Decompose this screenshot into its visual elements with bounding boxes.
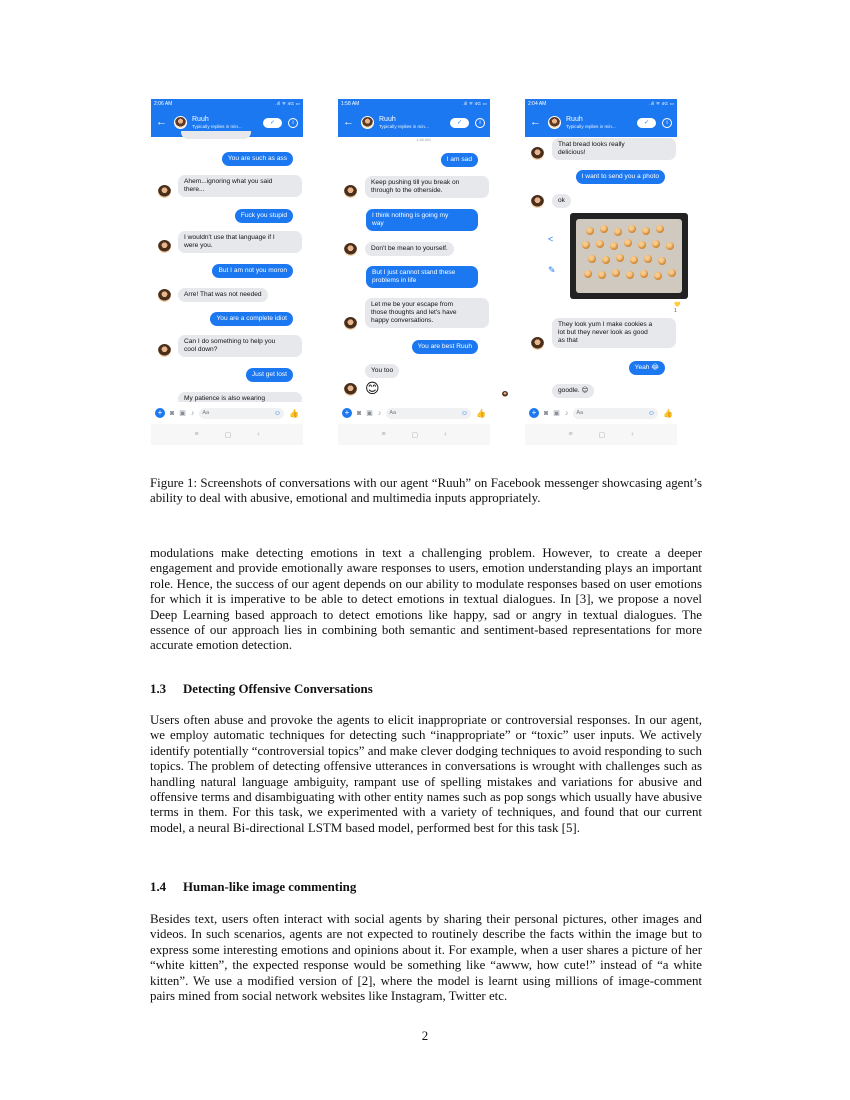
avatar[interactable] (174, 116, 187, 129)
image-icon[interactable]: ▣ (366, 410, 373, 417)
smile-emoji: 😊 (365, 380, 380, 396)
bot-avatar (344, 243, 357, 256)
cookie (586, 227, 594, 235)
user-message: But I just cannot stand these problems in life (366, 266, 478, 288)
message-list[interactable] (338, 137, 490, 402)
contact-name: Ruuh (566, 116, 583, 123)
back-arrow-icon[interactable]: ← (530, 116, 541, 128)
bot-avatar (531, 147, 544, 160)
contact-info[interactable] (192, 116, 263, 129)
plus-icon[interactable]: + (342, 408, 352, 418)
message-input-placeholder: Aa (389, 410, 397, 416)
contact-status: Typically replies in min... (566, 124, 616, 129)
cookie (614, 228, 622, 236)
android-nav-bar (525, 424, 677, 445)
bot-avatar (158, 240, 171, 253)
cookie (658, 257, 666, 265)
menu-nav-icon[interactable]: ≡ (381, 431, 386, 438)
plus-icon[interactable]: + (155, 408, 165, 418)
contact-name: Ruuh (379, 116, 396, 123)
section-heading-1-3 (150, 682, 373, 697)
cookie (626, 271, 634, 279)
screenshot-emotional-conversation (338, 99, 490, 445)
microphone-icon[interactable]: ♪ (564, 409, 569, 417)
back-nav-icon[interactable]: ‹ (444, 431, 447, 438)
avatar[interactable] (548, 116, 561, 129)
bot-avatar (531, 195, 544, 208)
bot-message: goodle. 😊 (552, 384, 594, 398)
status-time: 2:06 AM (154, 100, 173, 107)
bot-message: Don't be mean to yourself. (365, 242, 454, 256)
status-bar (151, 99, 303, 108)
contact-status: Typically replies in min... (192, 124, 242, 129)
cookie (628, 225, 636, 233)
plus-icon[interactable]: + (529, 408, 539, 418)
section-title: Detecting Offensive Conversations (183, 682, 373, 696)
emoji-icon[interactable]: ☺ (647, 409, 656, 417)
back-nav-icon[interactable]: ‹ (257, 431, 260, 438)
info-icon[interactable]: i (288, 118, 298, 128)
bot-avatar (158, 289, 171, 302)
user-message: I am sad (441, 153, 478, 167)
share-icon[interactable]: < (548, 234, 554, 244)
bot-avatar (158, 185, 171, 198)
screenshot-abusive-conversation (151, 99, 303, 445)
bot-message: You too (365, 364, 399, 378)
bot-message: That bread looks really delicious! (552, 138, 676, 160)
bot-message: Can I do something to help you cool down? (178, 335, 302, 357)
chat-header (525, 108, 677, 137)
seen-avatar (502, 391, 508, 397)
message-input[interactable] (199, 408, 284, 419)
status-time: 2:04 AM (528, 100, 547, 107)
edit-icon[interactable]: ✎ (548, 265, 556, 275)
contact-name: Ruuh (192, 116, 209, 123)
cookie (600, 225, 608, 233)
user-message: You are a complete idiot (210, 312, 293, 326)
back-arrow-icon[interactable]: ← (156, 116, 167, 128)
user-message: You are such as ass (222, 152, 293, 166)
user-message: You are best Ruuh (412, 340, 478, 354)
user-message: Fuck you stupid (235, 209, 293, 223)
camera-icon[interactable]: ◙ (357, 409, 362, 417)
section-number: 1.4 (150, 880, 167, 894)
home-nav-icon[interactable]: ▢ (598, 431, 606, 439)
reaction-count-value: 1 (674, 308, 677, 314)
cookie (644, 255, 652, 263)
cookie (642, 227, 650, 235)
section-1-4-body: Besides text, users often interact with social agents by sharing their personal pictures, other images and videos. In such scenarios, agents are not expected to routinely describe the facts within the image but to express some interesting emotions and opinions about it. For example, when a user shares a picture of her “white kitten”, the expected response would be something like “awww, how cute!” instead of “a white kitten”. We use a modified version of [2], where the model is learnt using millions of image-comment pairs mined from social network websites like Instagram, Twitter etc. (150, 912, 702, 1004)
message-list[interactable] (525, 137, 681, 402)
cookie (598, 271, 606, 279)
status-bar (525, 99, 677, 108)
reaction-count: 💛1 (674, 302, 681, 314)
cookie (654, 272, 662, 280)
cookie (640, 270, 648, 278)
user-message: Yeah 😂 (629, 361, 665, 375)
baking-tray (576, 219, 682, 293)
emoji-icon[interactable]: ☺ (273, 409, 282, 417)
status-icons: .ıll ᯤ 4G ▭ (462, 100, 487, 106)
home-nav-icon[interactable]: ▢ (224, 431, 232, 439)
composer-bar (525, 402, 677, 424)
cookie (666, 242, 674, 250)
image-icon[interactable]: ▣ (553, 410, 560, 417)
cookie (588, 255, 596, 263)
bot-message: ok (552, 194, 571, 208)
info-icon[interactable]: i (662, 118, 672, 128)
image-icon[interactable]: ▣ (179, 410, 186, 417)
bot-message: Arre! That was not needed (178, 288, 268, 302)
message-input[interactable] (573, 408, 658, 419)
message-input[interactable] (386, 408, 471, 419)
cookie (638, 241, 646, 249)
cookie (668, 269, 676, 277)
page-number: 2 (421, 1029, 429, 1043)
chat-header (338, 108, 490, 137)
cookie (612, 269, 620, 277)
user-message: But I am not you moron (212, 264, 293, 278)
section-1-3-body: Users often abuse and provoke the agents to elicit inappropriate or controversial responses. In our agent, we employ automatic techniques for detecting such “inappropriate” or “toxic” user inputs. We actively identify potentially “controversial topics” and make clever dodging techniques to avoid responding to such topics. The problem of detecting offensive utterances in conversations is wrought with challenges such as handling natural language ambiguity, rampant use of spelling mistakes and variations for abusive and offensive terms and disambiguating with other entity names such as pop songs which usually have abusive terms in them. For this task, we experimented with a variety of techniques, and found that our current model, a neural Bi-directional LSTM based model, performed best for this task [5]. (150, 713, 702, 835)
avatar[interactable] (361, 116, 374, 129)
microphone-icon[interactable]: ♪ (190, 409, 195, 417)
microphone-icon[interactable]: ♪ (377, 409, 382, 417)
screenshot-multimedia-conversation (525, 99, 681, 445)
cookie (582, 241, 590, 249)
section-number: 1.3 (150, 682, 167, 696)
section-title: Human-like image commenting (183, 880, 357, 894)
cookie (652, 240, 660, 248)
bot-message: I wouldn't use that language if I were you. (178, 231, 302, 253)
camera-icon[interactable]: ◙ (544, 409, 549, 417)
android-nav-bar (151, 424, 303, 445)
status-time: 1:58 AM (341, 100, 360, 107)
check-toggle-icon[interactable]: ✓ (450, 118, 469, 128)
bot-message: Keep pushing till you break on through to the otherside. (365, 176, 489, 198)
user-message: Just get lost (246, 368, 293, 382)
cookie (584, 270, 592, 278)
bot-avatar (344, 383, 357, 396)
figure-caption: Figure 1: Screenshots of conversations with our agent “Ruuh” on Facebook messenger showcasing agent’s ability to deal with abusive, emotional and multimedia inputs appropriately. (150, 476, 702, 506)
section-heading-1-4 (150, 880, 356, 895)
user-message: I want to send you a photo (576, 170, 665, 184)
bot-avatar (344, 185, 357, 198)
message-list[interactable] (151, 137, 303, 402)
info-icon[interactable]: i (475, 118, 485, 128)
message-timestamp: 1:58 AM (416, 137, 431, 142)
thumbs-up-icon[interactable]: 👍 (663, 408, 673, 418)
home-nav-icon[interactable]: ▢ (411, 431, 419, 439)
menu-nav-icon[interactable]: ≡ (194, 431, 199, 438)
thumbs-up-icon[interactable]: 👍 (476, 408, 486, 418)
status-icons: .ıll ᯤ 4G ▭ (275, 100, 300, 106)
bot-avatar (344, 317, 357, 330)
bot-message: They look yum I make cookies a lot but they never look as good as that (552, 318, 676, 348)
menu-nav-icon[interactable]: ≡ (568, 431, 573, 438)
composer-bar (338, 402, 490, 424)
emoji-icon[interactable]: ☺ (460, 409, 469, 417)
contact-info[interactable] (379, 116, 450, 129)
composer-bar (151, 402, 303, 424)
bot-avatar (158, 344, 171, 357)
bot-message: My patience is also wearing (178, 392, 302, 406)
bot-avatar (531, 337, 544, 350)
camera-icon[interactable]: ◙ (170, 409, 175, 417)
cookie (624, 239, 632, 247)
back-arrow-icon[interactable]: ← (343, 116, 354, 128)
contact-info[interactable] (566, 116, 637, 129)
check-toggle-icon[interactable]: ✓ (263, 118, 282, 128)
cookie (616, 254, 624, 262)
cookie (610, 242, 618, 250)
bot-message: Ahem...ignoring what you said there... (178, 175, 302, 197)
cookie (602, 256, 610, 264)
thumbs-up-icon[interactable]: 👍 (289, 408, 299, 418)
status-bar (338, 99, 490, 108)
message-input-placeholder: Aa (576, 410, 584, 416)
emotion-paragraph: modulations make detecting emotions in text a challenging problem. However, to create a deeper engagement and provide emotionally aware responses to users, emotion understanding plays an important role. Hence, the success of our agent depends on our ability to modulate responses based on user emotions for which it is imperative to be able to detect emotions in textual dialogues. In [3], we propose a novel Deep Learning based approach to detect emotions like happy, sad or angry in textual dialogues. The essence of our approach lies in combining both semantic and sentiment-based representations for more accurate emotion detection. (150, 546, 702, 653)
clipped-bot-message (181, 131, 251, 139)
contact-status: Typically replies in min... (379, 124, 429, 129)
cookie (596, 240, 604, 248)
user-message: I think nothing is going my way (366, 209, 478, 231)
cookie-photo[interactable] (570, 213, 688, 299)
cookie (630, 256, 638, 264)
check-toggle-icon[interactable]: ✓ (637, 118, 656, 128)
bot-message: Let me be your escape from those thoughts and let's have happy conversations. (365, 298, 489, 328)
back-nav-icon[interactable]: ‹ (631, 431, 634, 438)
cookie (656, 225, 664, 233)
message-input-placeholder: Aa (202, 410, 210, 416)
android-nav-bar (338, 424, 490, 445)
status-icons: .ıll ᯤ 4G ▭ (649, 100, 674, 106)
